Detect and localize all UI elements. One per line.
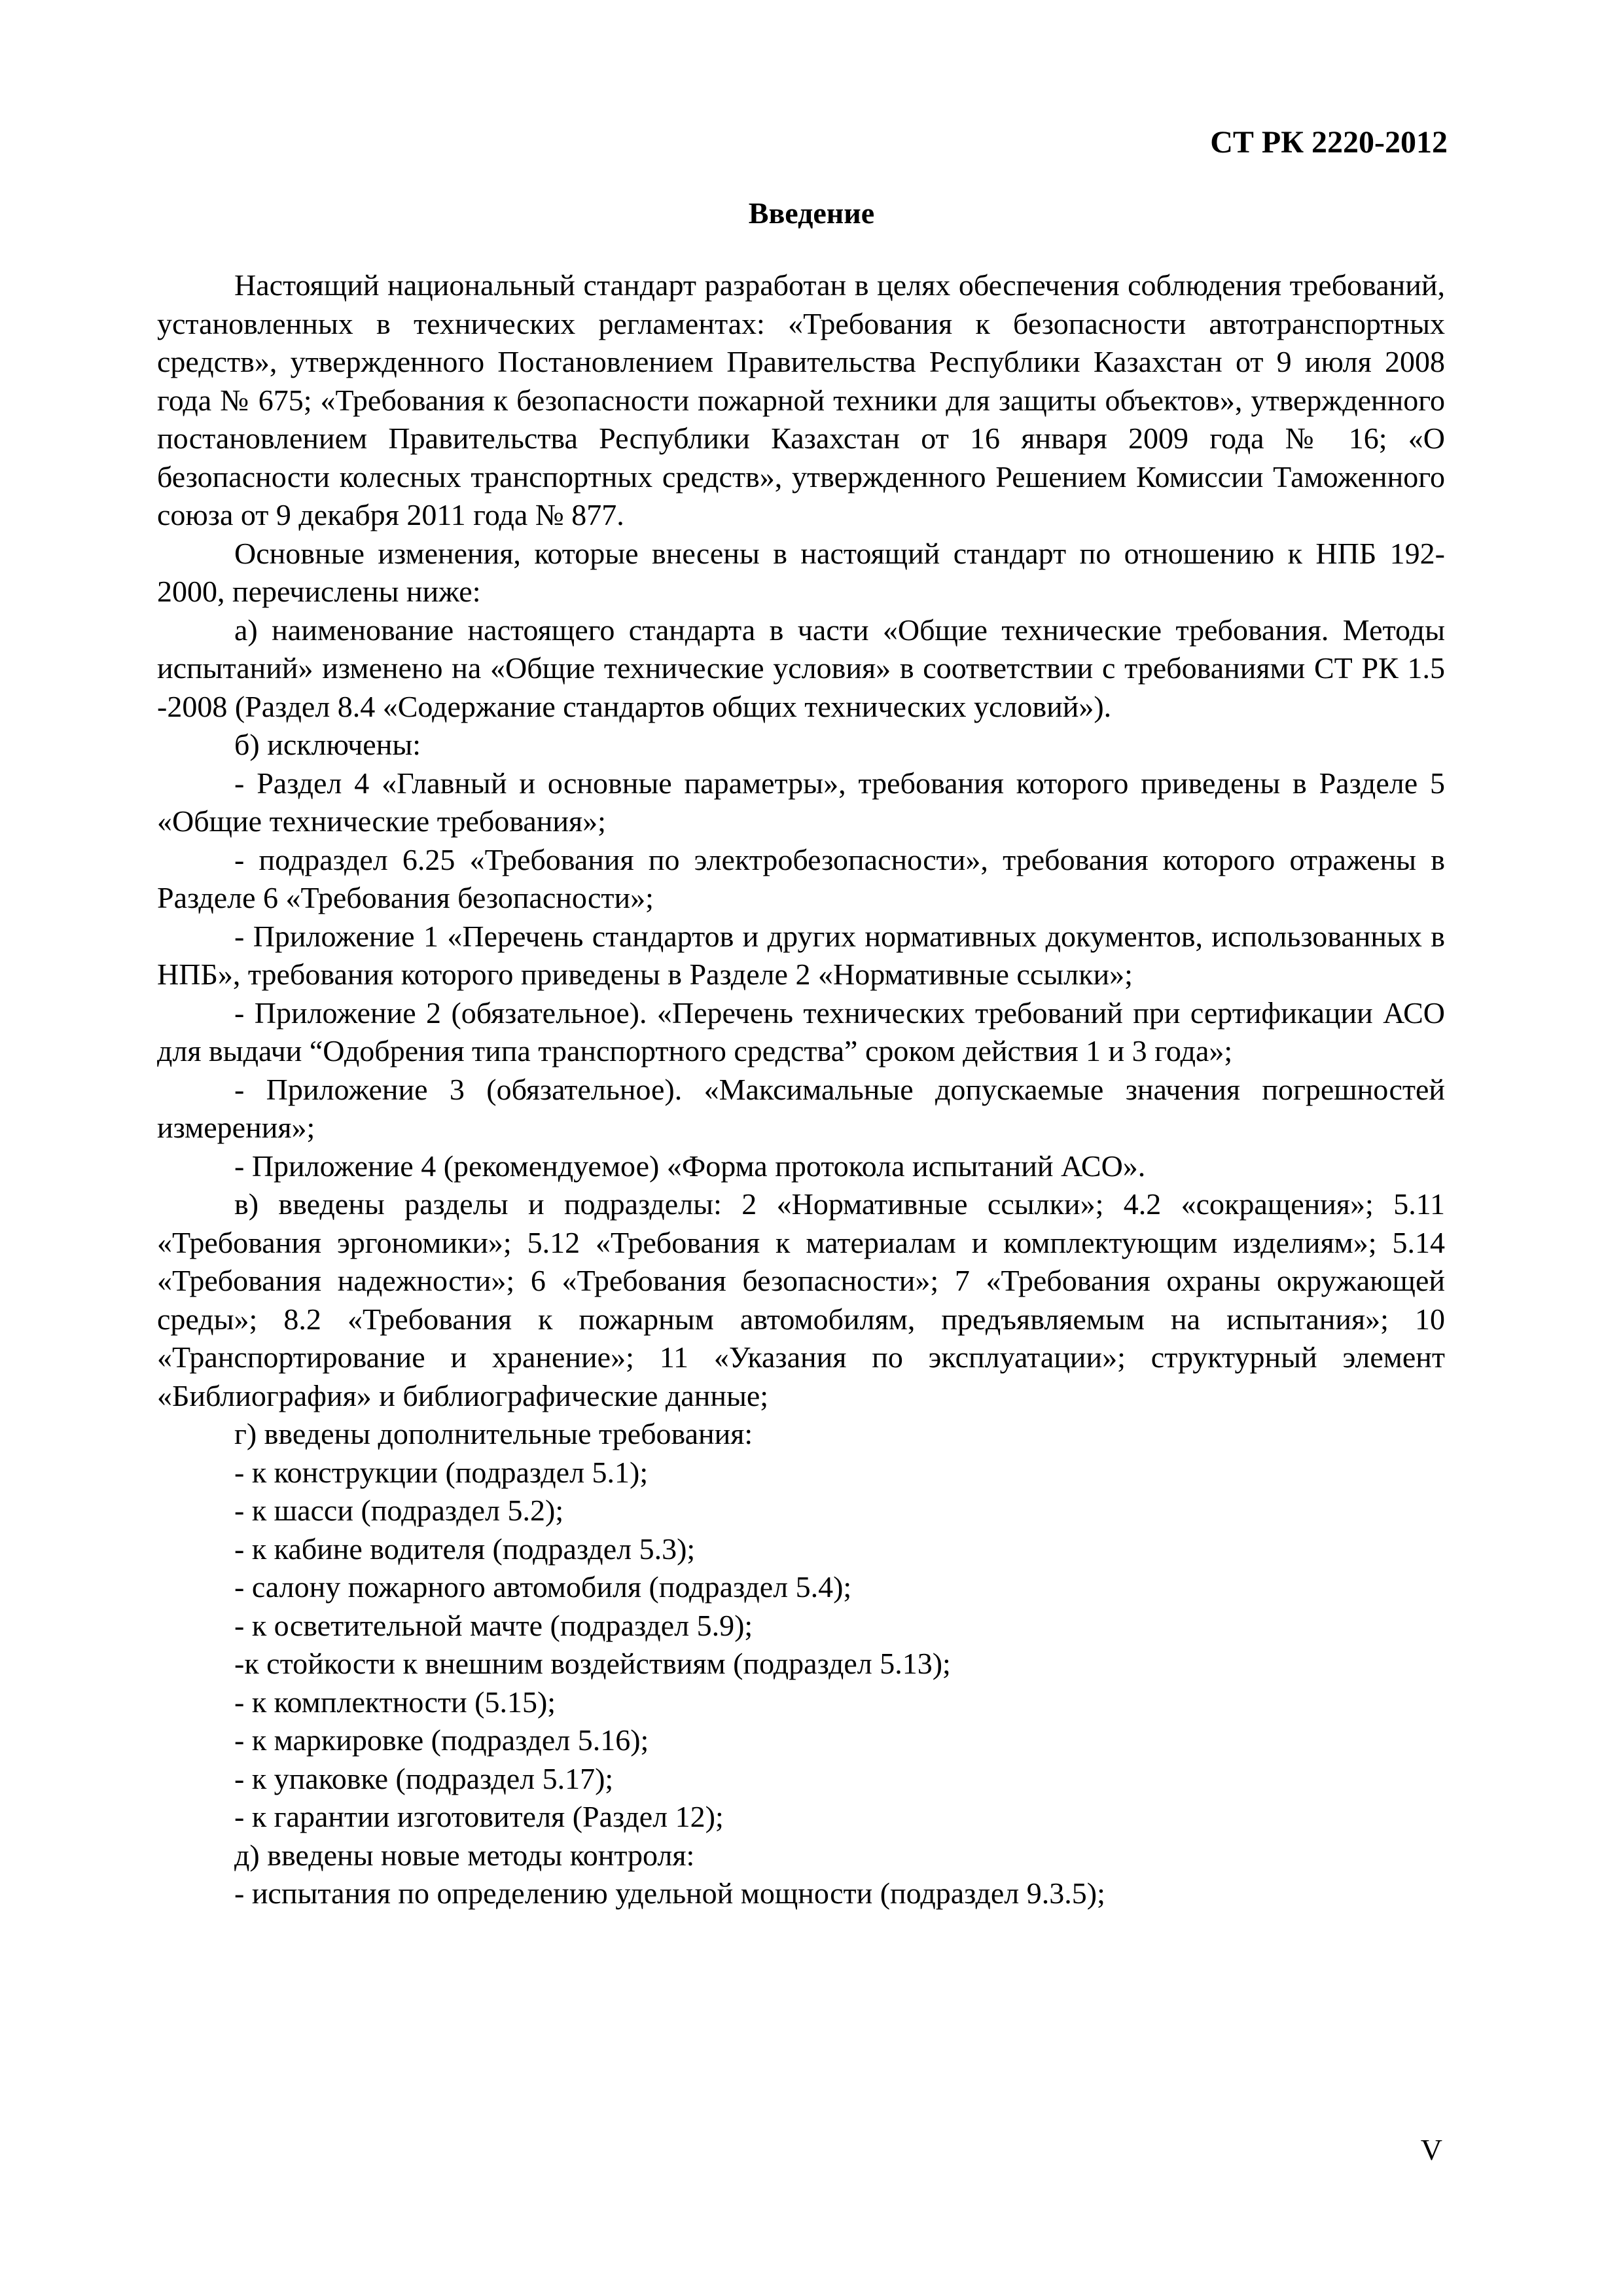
- list-item: - к осветительной мачте (подраздел 5.9);: [234, 1608, 753, 1642]
- list-item: - салону пожарного автомобиля (подраздел 5.4);: [234, 1570, 852, 1604]
- list-item: - к гарантии изготовителя (Раздел 12);: [234, 1800, 724, 1833]
- page-number: V: [1420, 2133, 1442, 2166]
- list-item: - к конструкции (подраздел 5.1);: [234, 1455, 649, 1489]
- paragraph: - Приложение 3 (обязательное). «Максимальные допускаемые значения погрешностей измерения»;: [157, 1072, 1445, 1144]
- list-item: - к комплектности (5.15);: [234, 1685, 556, 1719]
- paragraph: г) введены дополнительные требования:: [234, 1417, 753, 1450]
- paragraph: д) введены новые методы контроля:: [234, 1838, 695, 1872]
- list-item: - к упаковке (подраздел 5.17);: [234, 1761, 614, 1795]
- paragraph: - подраздел 6.25 «Требования по электробезопасности», требования которого отражены в Разделе 6 «Требования безопасности»;: [157, 842, 1445, 914]
- page-title: Введение: [748, 196, 875, 230]
- list-item: - испытания по определению удельной мощности (подраздел 9.3.5);: [234, 1876, 1105, 1910]
- paragraph: Настоящий национальный стандарт разработан в целях обеспечения соблюдения требований, установленных в технических регламентах: «Требования к безопасности автотранспортных средств», утвержденного Постановлением Правительства Республики Казахстан от 9 июля 2008 года № 675; «Требования к безопасности пожарной техники для защиты объектов», утвержденного постановлением Правительства Республики Казахстан от 16 января 2009 года № 16; «О безопасности колесных транспортных средств», утвержденного Решением Комиссии Таможенного союза от 9 декабря 2011 года № 877.: [157, 268, 1445, 531]
- paragraph: Основные изменения, которые внесены в настоящий стандарт по отношению к НПБ 192-2000, перечислены ниже:: [157, 536, 1445, 608]
- list-item: - к кабине водителя (подраздел 5.3);: [234, 1532, 696, 1566]
- list-item: -к стойкости к внешним воздействиям (подраздел 5.13);: [234, 1647, 951, 1680]
- paragraph: б) исключены:: [234, 728, 421, 761]
- paragraph: - Приложение 1 «Перечень стандартов и других нормативных документов, использованных в НПБ», требования которого приведены в Разделе 2 «Нормативные ссылки»;: [157, 919, 1445, 991]
- paragraph: - Приложение 2 (обязательное). «Перечень технических требований при сертификации АСО для выдачи “Одобрения типа транспортного средства” сроком действия 1 и 3 года»;: [157, 996, 1445, 1067]
- paragraph: а) наименование настоящего стандарта в части «Общие технические требования. Методы испытаний» изменено на «Общие технические условия» в соответствии с требованиями СТ РК 1.5 -2008 (Раздел 8.4 «Содержание стандартов общих технических условий»).: [157, 613, 1445, 723]
- list-item: - к шасси (подраздел 5.2);: [234, 1494, 564, 1527]
- document-code: СТ РК 2220-2012: [1210, 125, 1448, 160]
- list-item: - к маркировке (подраздел 5.16);: [234, 1723, 649, 1757]
- paragraph: в) введены разделы и подразделы: 2 «Нормативные ссылки»; 4.2 «сокращения»; 5.11 «Требования эргономики»; 5.12 «Требования к материалам и комплектующим изделиям»; 5.14 «Требования надежности»; 6 «Требования безопасности»; 7 «Требования охраны окружающей среды»; 8.2 «Требования к пожарным автомобилям, предъявляемым на испытания»; 10 «Транспортирование и хранение»; 11 «Указания по эксплуатации»; структурный элемент «Библиография» и библиографические данные;: [157, 1187, 1445, 1412]
- document-body: [157, 266, 1445, 1913]
- paragraph: - Приложение 4 (рекомендуемое) «Форма протокола испытаний АСО».: [234, 1149, 1146, 1183]
- paragraph: - Раздел 4 «Главный и основные параметры», требования которого приведены в Разделе 5 «Общие технические требования»;: [157, 766, 1445, 838]
